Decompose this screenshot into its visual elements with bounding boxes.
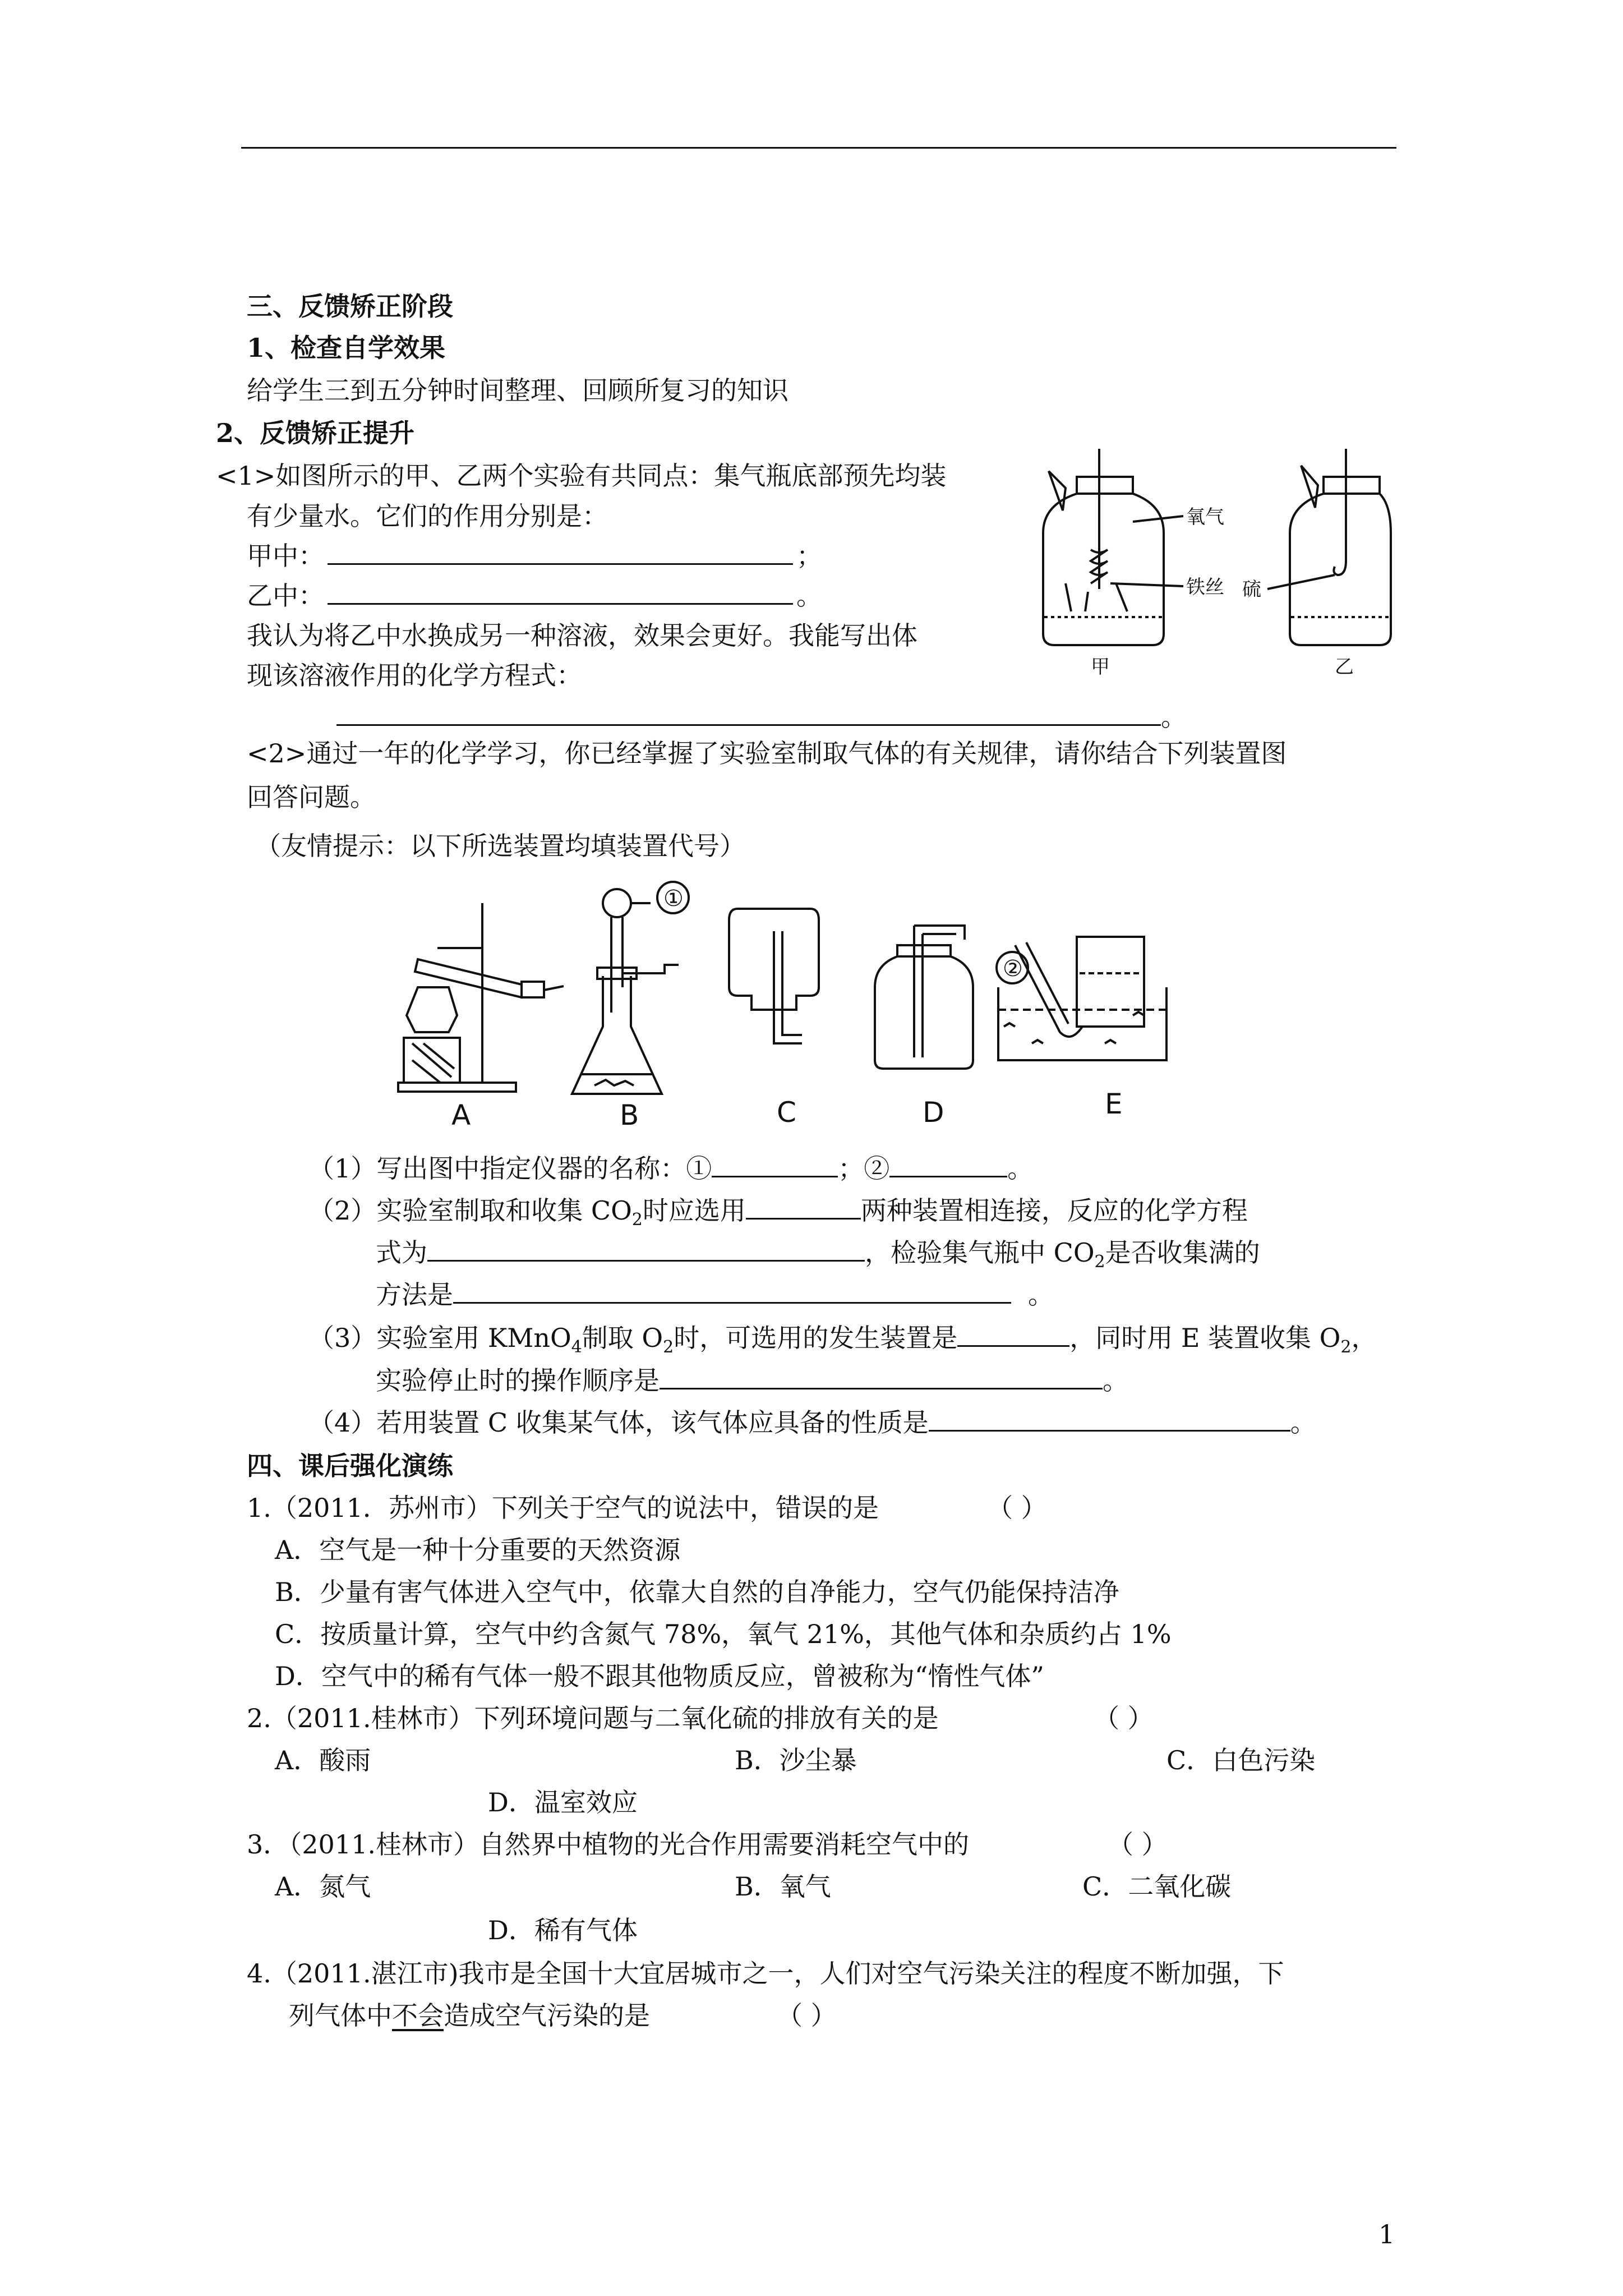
item3-stem: 3．（2011.桂林市）自然界中植物的光合作用需要消耗空气中的: [247, 1829, 969, 1860]
section3-sub2: 2、反馈矫正提升: [216, 418, 415, 448]
q1-equation-line: 。: [336, 704, 1187, 730]
item1-option-c: C．按质量计算，空气中约含氮气 78%，氧气 21%，其他气体和杂质约占 1%: [275, 1619, 1172, 1649]
page-number: 1: [1378, 2219, 1395, 2249]
apparatus-d: [875, 926, 973, 1069]
label-c: C: [777, 1096, 796, 1129]
marker-2: ②: [1003, 956, 1023, 982]
section3-title: 三、反馈矫正阶段: [247, 291, 453, 321]
q2-s3-line1: （3）实验室用 KMnO$_4$制取 $O_2$时，可选用的发生装置是 ，同时用 E 装置收集 $O_2$，: [308, 1323, 1377, 1358]
q1-equation-blank[interactable]: [336, 724, 1161, 726]
item1-option-d: D．空气中的稀有气体一般不跟其他物质反应，曾被称为“惰性气体”: [275, 1661, 1044, 1691]
q2-line2: 回答问题。: [247, 782, 376, 812]
item3-option-c: C．二氧化碳: [1082, 1871, 1232, 1902]
label-e: E: [1105, 1088, 1123, 1120]
q2-line1: <2>通过一年的化学学习，你已经掌握了实验室制取气体的有关规律，请你结合下列装置图: [247, 738, 1287, 769]
label-a: A: [451, 1099, 471, 1131]
marker-1: ①: [663, 886, 684, 912]
apparatus-figure: [381, 875, 1195, 1133]
q2-s2-line3: 方法是 。: [376, 1280, 1054, 1310]
item1-stem: 1.（2011．苏州市）下列关于空气的说法中，错误的是: [247, 1493, 879, 1523]
item2-option-b: B．沙尘暴: [735, 1745, 857, 1775]
item2-option-c: C．白色污染: [1166, 1745, 1316, 1775]
item1-answer-paren[interactable]: （ ）: [987, 1493, 1047, 1523]
q2-s1-blank1[interactable]: [712, 1175, 838, 1177]
yi-bottle: [1267, 449, 1391, 645]
item1-option-b: B．少量有害气体进入空气中，依靠大自然的自净能力，空气仍能保持洁净: [275, 1577, 1119, 1607]
q1-line2: 有少量水。它们的作用分别是：: [247, 501, 608, 531]
item3-answer-paren[interactable]: （ ）: [1108, 1829, 1168, 1860]
item3-option-d: D．稀有气体: [488, 1915, 638, 1945]
q1-yi-line: 乙中： 。: [247, 581, 822, 611]
q2-s1: （1）写出图中指定仪器的名称：① ；② 。: [308, 1153, 1034, 1184]
section3-sub1-text: 给学生三到五分钟时间整理、回顾所复习的知识: [247, 375, 789, 406]
label-jia: 甲: [1091, 656, 1110, 678]
q2-s2-blank-equation[interactable]: [427, 1259, 865, 1262]
label-oxygen: 氧气: [1186, 506, 1224, 528]
item4-stem-line1: 4.（2011.湛江市)我市是全国十大宜居城市之一，人们对空气污染关注的程度不断加强，下: [247, 1958, 1284, 1989]
q2-s3-blank-device[interactable]: [957, 1345, 1069, 1347]
label-b: B: [620, 1099, 639, 1131]
q1-line5: 我认为将乙中水换成另一种溶液，效果会更好。我能写出体: [247, 620, 917, 651]
section4-title: 四、课后强化演练: [247, 1451, 453, 1481]
apparatus-b: [572, 889, 679, 1094]
jia-bottle: [1043, 449, 1183, 645]
q2-s3-blank-order[interactable]: [660, 1387, 1103, 1389]
q1-line6: 现该溶液作用的化学方程式：: [247, 660, 582, 691]
label-yi: 乙: [1335, 656, 1354, 678]
q1-jia-blank[interactable]: [328, 563, 793, 565]
apparatus-c: [729, 909, 819, 1043]
q1-yi-blank[interactable]: [328, 602, 793, 605]
item4-answer-paren[interactable]: （ ）: [777, 2000, 837, 2031]
item1-option-a: A．空气是一种十分重要的天然资源: [275, 1535, 681, 1565]
item3-option-b: B．氧气: [735, 1871, 831, 1902]
q2-s2-blank-devices[interactable]: [746, 1217, 861, 1220]
item4-emphasis-not: 不会: [392, 2000, 444, 2031]
header-rule: [241, 147, 1396, 149]
q2-s4: （4）若用装置 C 收集某气体，该气体应具备的性质是 。: [308, 1407, 1316, 1438]
apparatus-a: [398, 903, 564, 1092]
item3-option-a: A．氮气: [275, 1871, 371, 1902]
q2-s2-blank-method[interactable]: [453, 1301, 1011, 1304]
q2-s4-blank[interactable]: [929, 1429, 1290, 1432]
label-d: D: [923, 1096, 944, 1129]
label-sulfur: 硫: [1242, 578, 1261, 601]
q2-s2-line2: 式为 ，检验集气瓶中 $CO_2$是否收集满的: [376, 1237, 1260, 1272]
item2-option-a: A．酸雨: [275, 1745, 371, 1775]
combustion-bottles-figure: [1032, 449, 1396, 684]
q2-s2-line1: （2）实验室制取和收集 $CO_2$时应选用 两种装置相连接，反应的化学方程: [308, 1195, 1248, 1230]
q2-hint: （友情提示：以下所选装置均填装置代号）: [255, 831, 745, 861]
item2-answer-paren[interactable]: （ ）: [1094, 1703, 1154, 1733]
q1-line1: <1>如图所示的甲、乙两个实验有共同点：集气瓶底部预先均装: [216, 461, 947, 491]
item2-stem: 2.（2011.桂林市）下列环境问题与二氧化硫的排放有关的是: [247, 1703, 939, 1733]
item4-stem-line2: 列气体中不会造成空气污染的是: [289, 2000, 650, 2031]
item2-option-d: D．温室效应: [488, 1787, 638, 1818]
q1-jia-line: 甲中： ；: [247, 541, 822, 571]
label-iron: 铁丝: [1186, 576, 1224, 599]
q2-s1-blank2[interactable]: [889, 1175, 1007, 1177]
q2-s3-line2: 实验停止时的操作顺序是 。: [376, 1365, 1128, 1396]
section3-sub1: 1、检查自学效果: [247, 333, 446, 363]
